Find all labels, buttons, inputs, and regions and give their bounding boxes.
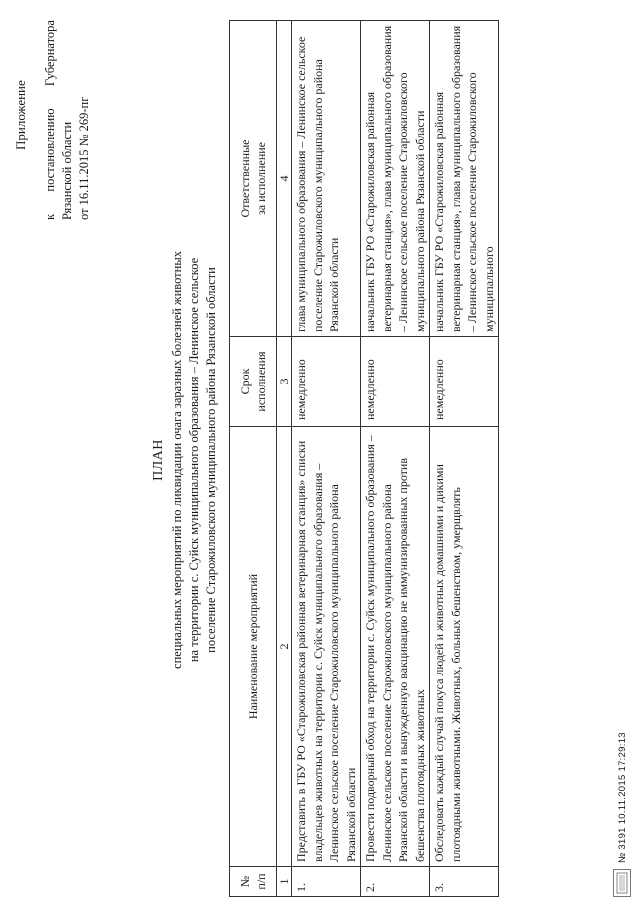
header-term: Срок исполнения [230,337,277,427]
row-name: Представить в ГБУ РО «Старожиловская районная ветеринарная станция» списки владельцев животных на территории с. Суйск муниципального образования – Ленинское сельское поселение Старожиловского муниципального района Рязанской области [292,427,361,867]
row-resp: начальник ГБУ РО «Старожиловская районная ветеринарная станция», глава муниципального образования – Ленинское сельское поселение Старожиловского муниципального района Рязанской области [361,21,430,337]
table-header-row [230,21,277,897]
approval-block [12,20,93,220]
table-row [292,21,361,897]
registration-number: № 3191 10.11.2015 17:29:13 [616,732,628,863]
approval-line-2: Рязанской области [60,121,74,220]
row-resp: глава муниципального образования – Ленинское сельское поселение Старожиловского муниципального района Рязанской области [292,21,361,337]
plan-table [229,20,499,897]
plan-title: ПЛАН [151,439,166,481]
table-row [361,21,430,897]
row-resp: начальник ГБУ РО «Старожиловская районная ветеринарная станция», глава муниципального образования – Ленинское сельское поселение Старожиловского муниципального [430,21,499,337]
plan-subtitle-line-1: специальных мероприятий по ликвидации очага заразных болезней животных [170,251,184,669]
approval-line-1 [42,20,59,220]
signature-stamp-icon [616,872,628,894]
col-number: 2 [277,427,292,867]
table-row [430,21,499,897]
row-num: 3. [430,867,499,897]
row-num: 2. [361,867,430,897]
row-term: немедленно [361,337,430,427]
electronic-signature-stamp [613,869,631,897]
col-number: 3 [277,337,292,427]
approval-word-k: к [43,213,57,220]
row-term: немедленно [430,337,499,427]
row-term: немедленно [292,337,361,427]
approval-title: Приложение [13,80,28,150]
col-number: 1 [277,867,292,897]
approval-word-governor: Губернатора [43,20,57,87]
plan-heading [150,100,220,820]
approval-line-3: от 16.11.2015 № 269-пг [77,96,91,220]
col-number: 4 [277,21,292,337]
row-num: 1. [292,867,361,897]
row-name: Провести подворный обход на территории с. Суйск муниципального образования – Ленинское сельское поселение Старожиловского муниципального района Рязанской области и вынужденную вакцинацию не иммунизированных против бешенства плотоядных животных [361,427,430,867]
approval-word-decree: постановлению [43,108,57,192]
header-num: № п/п [230,867,277,897]
table-column-number-row [277,21,292,897]
header-resp: Ответственные за исполнение [230,21,277,337]
plan-subtitle-line-3: поселение Старожиловского муниципального района Рязанской области [204,267,218,653]
row-name: Обследовать каждый случай покуса людей и животных домашними и дикими плотоядными животными. Животных, больных бешенством, умерщвлять [430,427,499,867]
plan-subtitle-line-2: на территории с. Суйск муниципального образования – Ленинское сельское [187,257,201,663]
header-name: Наименование мероприятий [230,427,277,867]
registration-strip [612,597,632,897]
